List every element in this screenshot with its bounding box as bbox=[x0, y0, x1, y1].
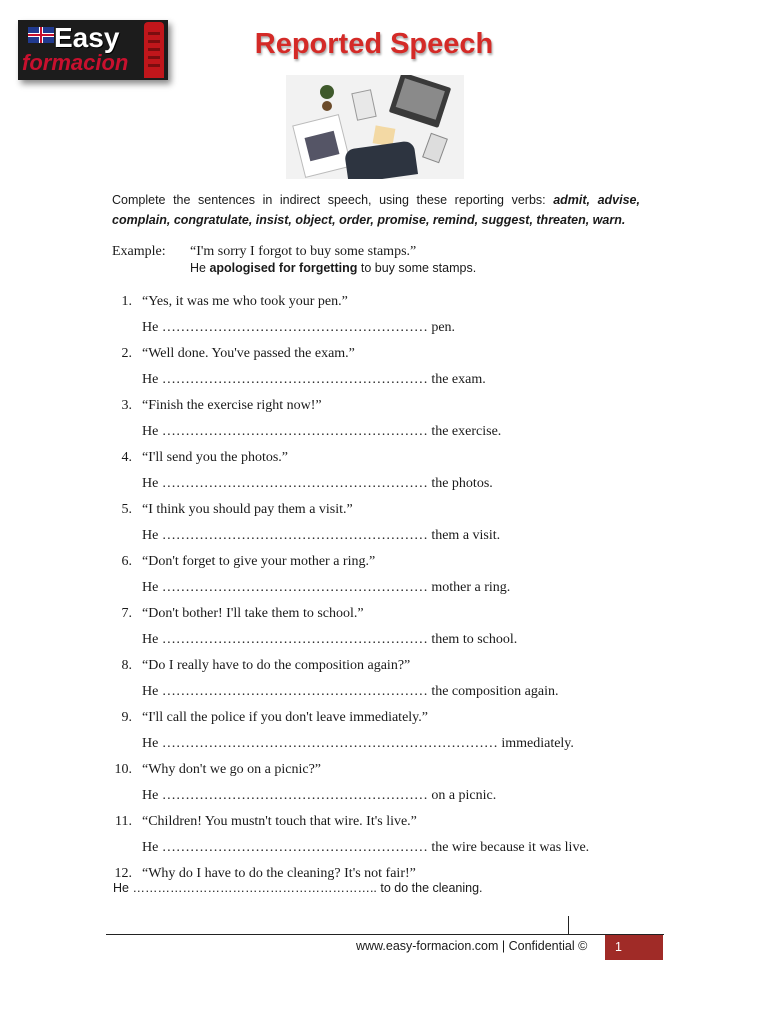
item-quote: “I'll call the police if you don't leave immediately.” bbox=[142, 710, 428, 725]
calculator-icon bbox=[351, 89, 376, 121]
item-he: He bbox=[142, 424, 159, 439]
item-he: He bbox=[142, 476, 159, 491]
item-answer-line bbox=[142, 528, 500, 544]
desk-photo bbox=[286, 75, 464, 179]
item-blank[interactable]: ………………………………………………… bbox=[161, 528, 428, 543]
item-he: He bbox=[142, 632, 159, 647]
item-answer-line bbox=[142, 632, 517, 648]
item-he: He bbox=[142, 736, 159, 751]
item-blank[interactable]: ………………………………………………… bbox=[161, 320, 428, 335]
item-number: 12. bbox=[114, 866, 132, 881]
item-quote: “Don't forget to give your mother a ring.” bbox=[142, 554, 376, 569]
item-he: He bbox=[142, 320, 159, 335]
item-he: He bbox=[142, 372, 159, 387]
item-answer-line bbox=[142, 476, 493, 492]
item-end: the wire because it was live. bbox=[431, 840, 590, 855]
item-end: the exam. bbox=[431, 372, 486, 387]
item-number: 7. bbox=[121, 606, 132, 621]
example-answer bbox=[190, 261, 476, 275]
item-blank[interactable]: ………………………………………………… bbox=[161, 372, 428, 387]
item-end: them to school. bbox=[431, 632, 518, 647]
item-number: 2. bbox=[121, 346, 132, 361]
logo-easy: Easy bbox=[54, 22, 120, 53]
item-answer-line bbox=[142, 320, 455, 336]
footer-tick bbox=[568, 916, 569, 934]
item-quote: “Finish the exercise right now!” bbox=[142, 398, 322, 413]
item-end: on a picnic. bbox=[431, 788, 497, 803]
item-he: He bbox=[142, 788, 159, 803]
instructions bbox=[112, 190, 640, 230]
phone-icon bbox=[422, 133, 448, 164]
item-number: 3. bbox=[121, 398, 132, 413]
arm-icon bbox=[344, 140, 418, 179]
item-quote: “Well done. You've passed the exam.” bbox=[142, 346, 355, 361]
page-title: Reported Speech bbox=[254, 28, 494, 60]
item-quote: “Why do I have to do the cleaning? It's not fair!” bbox=[142, 866, 416, 881]
item-number: 1. bbox=[121, 294, 132, 309]
item-answer-line[interactable]: He ………………………………………………….. to do the cleaning. bbox=[113, 881, 483, 895]
item-blank[interactable]: ………………………………………………… bbox=[161, 788, 428, 803]
item-number: 6. bbox=[121, 554, 132, 569]
item-end: the photos. bbox=[431, 476, 493, 491]
item-answer-line bbox=[142, 580, 510, 596]
item-quote: “Why don't we go on a picnic?” bbox=[142, 762, 322, 777]
item-quote: “Children! You mustn't touch that wire. It's live.” bbox=[142, 814, 417, 829]
item-number: 9. bbox=[121, 710, 132, 725]
item-blank[interactable]: ………………………………………………… bbox=[161, 580, 428, 595]
item-blank[interactable]: ………………………………………………… bbox=[161, 684, 428, 699]
item-answer-line bbox=[142, 424, 501, 440]
reporting-verbs: admit, advise, complain, congratulate, insist, object, order, promise, remind, suggest, threaten, warn. bbox=[112, 193, 640, 227]
item-blank[interactable]: ………………………………………………… bbox=[161, 476, 428, 491]
item-he: He bbox=[142, 528, 159, 543]
item-he: He bbox=[142, 684, 159, 699]
example-label: Example: bbox=[112, 244, 166, 259]
item-quote: “Do I really have to do the composition again?” bbox=[142, 658, 411, 673]
item-answer-line bbox=[142, 788, 496, 804]
item-answer-line bbox=[142, 684, 558, 700]
item-answer-line bbox=[142, 372, 486, 388]
item-number: 4. bbox=[121, 450, 132, 465]
item-number: 8. bbox=[121, 658, 132, 673]
footer-text: www.easy-formacion.com | Confidential © bbox=[356, 939, 588, 953]
item-number: 11. bbox=[115, 814, 132, 829]
item-end: the exercise. bbox=[431, 424, 502, 439]
item-end: mother a ring. bbox=[431, 580, 511, 595]
instructions-text: Complete the sentences in indirect speech, using these reporting verbs: bbox=[112, 193, 546, 207]
item-number: 10. bbox=[114, 762, 132, 777]
item-number: 5. bbox=[121, 502, 132, 517]
item-end: pen. bbox=[431, 320, 456, 335]
item-blank[interactable]: ………………………………………………… bbox=[161, 632, 428, 647]
coffee-cup-icon bbox=[322, 101, 332, 111]
page-number-box bbox=[605, 935, 663, 960]
item-quote: “I'll send you the photos.” bbox=[142, 450, 288, 465]
plant-icon bbox=[320, 85, 334, 99]
example-answer-post: to buy some stamps. bbox=[357, 261, 477, 275]
document-icon bbox=[292, 114, 352, 178]
item-he: He bbox=[142, 840, 159, 855]
item-blank[interactable]: ……………………………………………………………… bbox=[161, 736, 498, 751]
item-quote: “I think you should pay them a visit.” bbox=[142, 502, 353, 517]
item-blank[interactable]: ………………………………………………… bbox=[161, 424, 428, 439]
item-blank[interactable]: ………………………………………………… bbox=[161, 840, 428, 855]
item-answer-line bbox=[142, 736, 574, 752]
item-end: them a visit. bbox=[431, 528, 501, 543]
item-end: the composition again. bbox=[431, 684, 559, 699]
logo-formacion: formacion bbox=[22, 50, 129, 75]
example-quote: “I'm sorry I forgot to buy some stamps.” bbox=[190, 244, 417, 259]
laptop-icon bbox=[389, 75, 451, 128]
page-number: 1 bbox=[615, 940, 622, 954]
footer-rule bbox=[106, 934, 664, 935]
item-he: He bbox=[142, 580, 159, 595]
example-answer-pre: He bbox=[190, 261, 210, 275]
item-end: immediately. bbox=[501, 736, 574, 751]
example-answer-bold: apologised for forgetting bbox=[209, 261, 358, 275]
item-quote: “Yes, it was me who took your pen.” bbox=[142, 294, 348, 309]
item-quote: “Don't bother! I'll take them to school.” bbox=[142, 606, 364, 621]
item-answer-line bbox=[142, 840, 589, 856]
